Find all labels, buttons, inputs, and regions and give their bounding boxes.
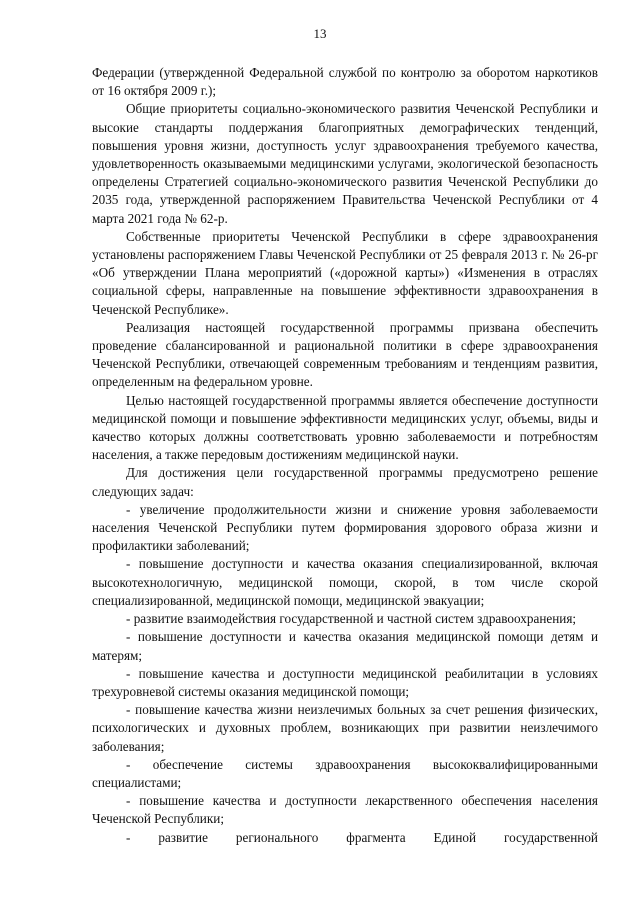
page-number: 13	[313, 26, 327, 41]
list-item: - повышение качества и доступности медицинской реабилитации в условиях трехуровневой системы оказания медицинской помощи;	[92, 665, 598, 699]
list-item: - обеспечение системы здравоохранения высококвалифицированными специалистами;	[92, 756, 598, 790]
paragraph-goal: Целью настоящей государственной программы является обеспечение доступности медицинской помощи и повышение эффективности медицинских услуг, объемы, виды и качество которых должны соответствовать уровню заболеваемости и потребностям населения, а также передовым достижениям медицинской науки.	[92, 392, 598, 463]
paragraph-continuation: Федерации (утвержденной Федеральной службой по контролю за оборотом наркотиков от 16 октября 2009 г.);	[92, 65, 598, 99]
paragraph-implementation: Реализация настоящей государственной программы призвана обеспечить проведение сбалансированной и рациональной политики в сфере здравоохранения Чеченской Республики, отвечающей современным требованиям и тенденциям развития, определенным на федеральном уровне.	[92, 319, 598, 390]
list-item: - развитие взаимодействия государственной и частной систем здравоохранения;	[126, 611, 577, 627]
list-item: - повышение доступности и качества оказания медицинской помощи детям и матерям;	[92, 629, 598, 663]
list-item: - увеличение продолжительности жизни и снижение уровня заболеваемости населения Чеченской Республики путем формирования здорового образа жизни и профилактики заболеваний;	[92, 501, 598, 554]
paragraph-tasks-intro: Для достижения цели государственной программы предусмотрено решение следующих задач:	[92, 465, 598, 499]
list-item: - повышение качества и доступности лекарственного обеспечения населения Чеченской Республики;	[92, 793, 598, 827]
list-item: - развитие регионального фрагмента Единой государственной	[126, 829, 598, 845]
list-item: - повышение доступности и качества оказания специализированной, включая высокотехнологичную, медицинской помощи, скорой, в том числе скорой специализированной, медицинской помощи, медицинской эвакуации;	[92, 556, 598, 608]
paragraph-priorities: Общие приоритеты социально-экономического развития Чеченской Республики и высокие стандарты поддержания благоприятных демографических тенденций, повышения уровня жизни, доступность услуг здравоохранения требуемого качества, удовлетворенность оказываемыми медицинскими услугами, экологической безопасность определены Стратегией социально-экономического развития Чеченской Республики до 2035 года, утвержденной распоряжением Правительства Чеченской Республики от 4 марта 2021 года № 62-р.	[92, 101, 598, 226]
document-text	[92, 64, 598, 847]
list-item: - повышение качества жизни неизлечимых больных за счет решения физических, психологических и духовных проблем, возникающих при развитии неизлечимого заболевания;	[92, 702, 598, 754]
paragraph-own-priorities: Собственные приоритеты Чеченской Республики в сфере здравоохранения установлены распоряжением Главы Чеченской Республики от 25 февраля 2013 г. № 26-рг «Об утверждении Плана мероприятий («дорожной карты») «Изменения в отраслях социальной сферы, направленные на повышение эффективности здравоохранения в Чеченской Республике».	[92, 228, 598, 317]
